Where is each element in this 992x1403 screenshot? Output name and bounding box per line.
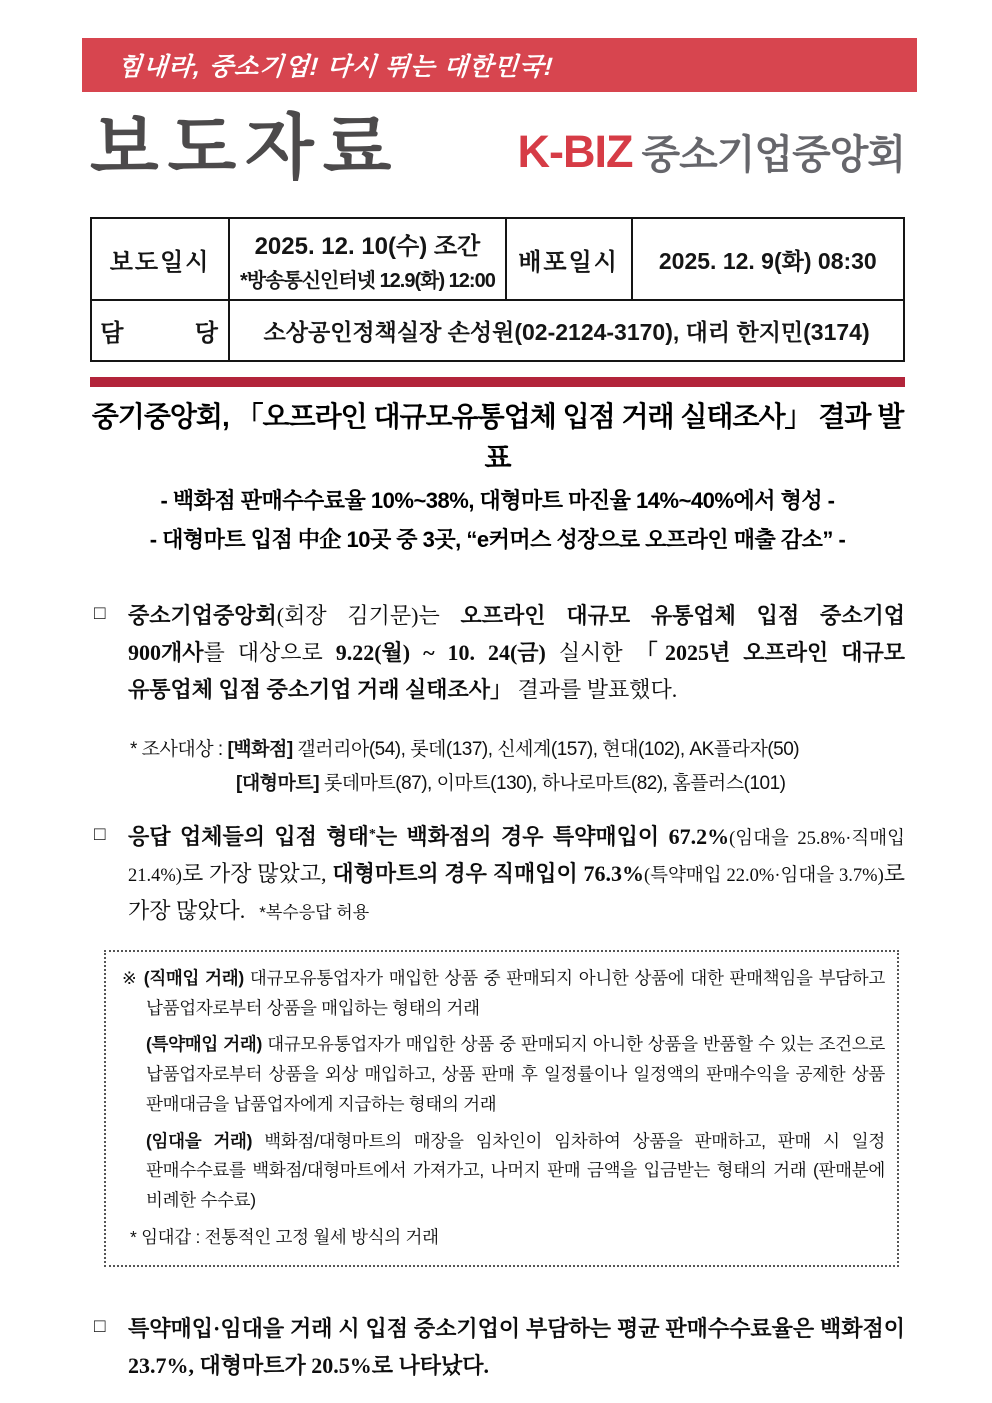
paragraph-commission-rates <box>94 1311 905 1385</box>
term-label: (특약매입 거래) <box>146 1034 262 1055</box>
headline-divider <box>90 377 905 387</box>
headline-sub-2: - 대형마트 입점 中企 10곳 중 3곳, “e커머스 성장으로 오프라인 매출 감소” - <box>149 526 846 552</box>
text-segment: * 조사대상 : <box>130 738 228 760</box>
multi-response-note: *복수응답 허용 <box>259 902 370 922</box>
text-segment: 특약매입·임대을 거래 시 입점 중소기업이 부담하는 평균 판매수수료율은 백화점이 23.7%, 대형마트가 20.5%로 나타났다. <box>128 1315 905 1378</box>
definition-lease-gap <box>122 1223 885 1253</box>
definition-special-purchase <box>122 1030 885 1119</box>
term-text: 대규모유통업자가 매입한 상품 중 판매되지 아니한 상품을 반품할 수 있는 조건으로 납품업자로부터 상품을 외상 매입하고, 상품 판매 후 일정률이나 일정액의 판매수익을 공제한 상품 판매대금을 납품업자에게 지급하는 형태의 거래 <box>146 1034 885 1114</box>
definition-direct-purchase <box>122 964 885 1024</box>
footnote-asterisk: * <box>368 827 376 843</box>
banner-slogan-text: 힘내라, 중소기업! 다시 뛰는 대한민국! <box>116 53 555 81</box>
paragraph-text <box>128 598 905 709</box>
text-segment: (특약매입 22.0%·임대을 3.7%) <box>644 865 884 886</box>
text-segment: 결과를 발표했다. <box>512 676 678 702</box>
paragraph-entry-types <box>94 819 905 930</box>
square-bullet-icon: □ <box>94 1315 106 1337</box>
text-segment: 는 백화점의 경우 특약매입이 67.2% <box>375 824 730 850</box>
text-segment: [대형마트] <box>236 772 320 794</box>
term-label: (임대을 거래) <box>146 1130 253 1151</box>
terms-definition-box <box>104 950 899 1267</box>
square-bullet-icon: □ <box>94 602 106 624</box>
text-segment: 9.22(월) ~ 10. 24(금) <box>335 639 546 665</box>
term-label: (직매입 거래) <box>143 967 244 988</box>
contact-value: 소상공인정책실장 손성원(02-2124-3170), 대리 한지민(3174) <box>229 300 904 361</box>
text-segment: 롯데마트(87), 이마트(130), 하나로마트(82), 홈플러스(101) <box>319 772 786 794</box>
term-text: 대규모유통업자가 매입한 상품 중 판매되지 아니한 상품에 대한 판매책임을 부담하고 납품업자로부터 상품을 매입하는 형태의 거래 <box>146 967 885 1018</box>
survey-target-mart <box>130 767 905 801</box>
text-segment: 갤러리아(54), 롯데(137), 신세계(157), 현대(102), AK플라자(50) <box>292 738 800 760</box>
text-segment: 「2025년 오프라인 대규모 유통업체 입점 중소기업 거래 실태조사」 <box>128 639 905 702</box>
term-text: * 임대갑 : 전통적인 고정 월세 방식의 거래 <box>130 1226 439 1247</box>
text-segment: (임대을 25.8%·직매입 21.4%) <box>128 829 905 886</box>
table-row <box>91 218 904 300</box>
slogan-banner <box>82 38 917 92</box>
reference-mark: ※ <box>122 967 144 988</box>
text-segment: 응답 업체들의 입점 형태 <box>128 824 369 850</box>
masthead <box>90 107 905 190</box>
kbiz-org-name: 중소기업중앙회 <box>641 133 905 177</box>
kbiz-logo-mark: K-BIZ <box>517 125 633 177</box>
paragraph-text <box>128 1311 905 1385</box>
press-info-table <box>90 217 905 362</box>
survey-target-dept <box>130 733 905 767</box>
text-segment: 로 가장 많았다. <box>128 860 905 923</box>
text-segment: (회장 김기문)는 <box>276 602 461 628</box>
distribution-date-value: 2025. 12. 9(화) 08:30 <box>632 218 904 300</box>
release-date-value: 2025. 12. 10(수) 조간 <box>254 232 481 260</box>
release-date-cell <box>229 218 505 300</box>
survey-target-note <box>130 733 905 801</box>
release-date-note: *방송통신인터넷 12.9(화) 12:00 <box>239 269 495 292</box>
text-segment: 로 가장 많았고, <box>181 860 333 886</box>
paragraph-text <box>128 819 905 930</box>
text-segment: 실시한 <box>545 639 636 665</box>
definition-lease-eul <box>122 1127 885 1216</box>
kbiz-logo <box>518 117 905 180</box>
text-segment: [백화점] <box>227 738 293 760</box>
distribution-date-label: 배포일시 <box>506 218 632 300</box>
square-bullet-icon: □ <box>94 824 106 846</box>
contact-label: 담 당 <box>91 300 229 361</box>
document-type-title: 보도자료 <box>90 109 401 188</box>
term-text: 백화점/대형마트의 매장을 임차인이 임차하여 상품을 판매하고, 판매 시 일정 판매수수료를 백화점/대형마트에서 가져가고, 나머지 판매 금액을 입금받는 형태의 거래 (판매분에 비례한 수수료) <box>146 1130 885 1211</box>
paragraph-survey-overview <box>94 598 905 709</box>
headline-sub-1: - 백화점 판매수수료율 10%~38%, 대형마트 마진율 14%~40%에서 형성 - <box>160 488 835 514</box>
text-segment: 를 대상으로 <box>203 639 336 665</box>
table-row <box>91 300 904 361</box>
text-segment: 대형마트의 경우 직매입이 76.3% <box>332 860 644 886</box>
text-segment: 오프라인 대규모 유통업체 입점 중소기업 900개사 <box>128 602 905 665</box>
headline-title: 중기중앙회, 「오프라인 대규모유통업체 입점 거래 실태조사」 결과 발표 <box>91 401 904 473</box>
text-segment: 중소기업중앙회 <box>128 602 277 628</box>
release-date-label: 보도일시 <box>91 218 229 300</box>
